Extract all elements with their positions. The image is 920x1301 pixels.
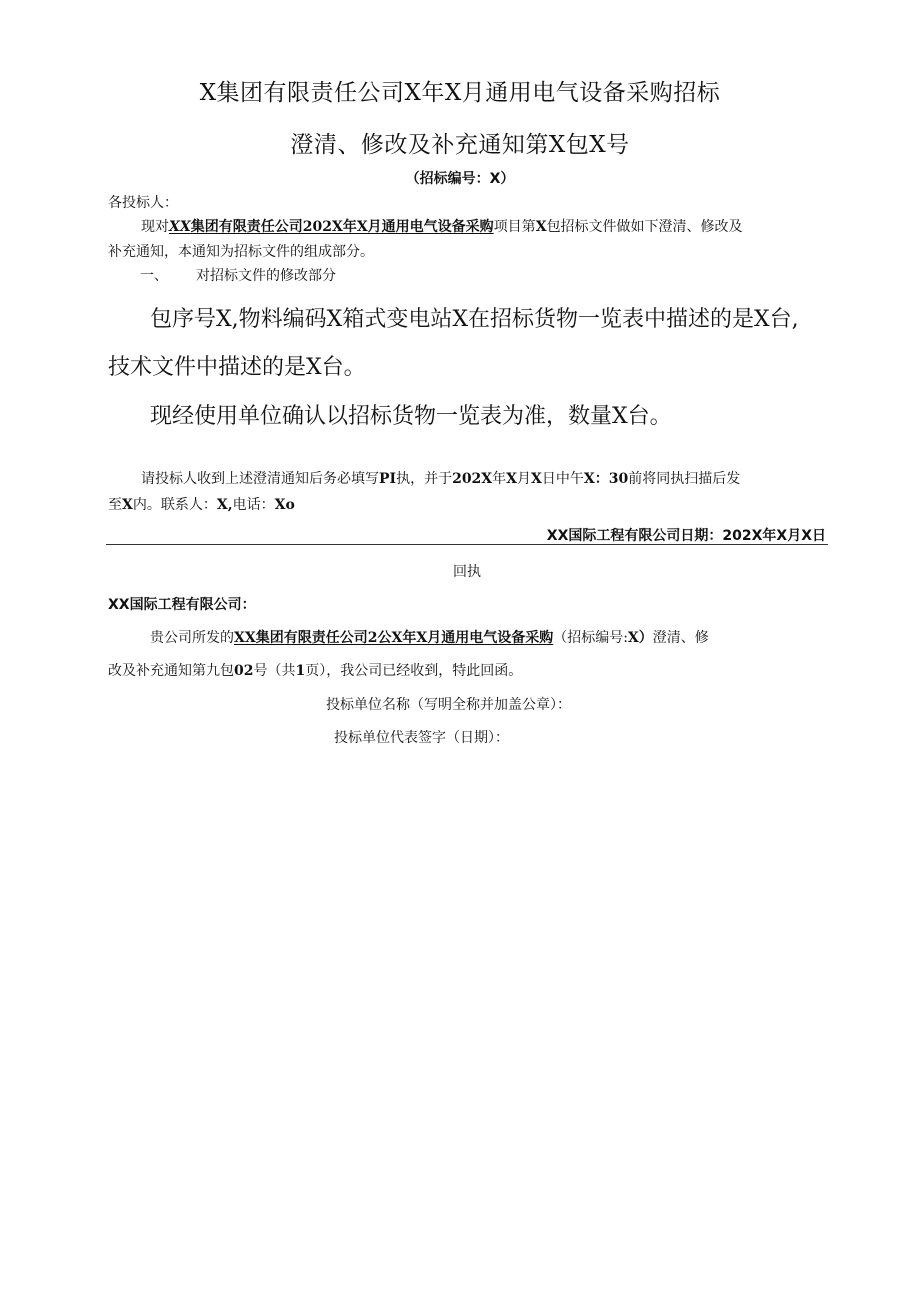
- reply2-text-phone-label: 电话：: [232, 497, 275, 513]
- reply2-text-c: 内。联系人：: [132, 497, 217, 513]
- reply-text-month-unit: 月: [517, 471, 532, 487]
- reply-instruction-line1: [141, 468, 740, 488]
- receipt-line1: [150, 627, 709, 647]
- intro-suffix: 包招标文件做如下澄清、修改及: [546, 219, 743, 235]
- intro-company: XX: [169, 219, 191, 235]
- bidder-signature-label: 投标单位代表签字（日期）：: [334, 730, 509, 746]
- contact-phone: Xo: [274, 497, 295, 513]
- receipt2-text-e: 页），我公司已经收到，特此回函。: [305, 663, 523, 679]
- reply-text-k: 前将同执扫描后发: [628, 471, 741, 487]
- reply-month: X: [506, 471, 518, 487]
- reply-text-pi: PI: [379, 471, 397, 487]
- document-title-line2: 澄清、修改及补充通知第X包X号: [290, 132, 630, 158]
- receipt2-page-count: 1: [295, 663, 306, 679]
- reply-year: 202X: [452, 471, 493, 487]
- receipt1-text-a: 贵公司所发的: [150, 630, 234, 646]
- bidder-name-label: 投标单位名称（写明全称并加盖公章）：: [326, 697, 571, 713]
- document-title-line1: X集团有限责任公司X年X月通用电气设备采购招标: [199, 80, 721, 106]
- reply-day: X: [531, 471, 542, 487]
- intro-package: X: [535, 219, 547, 235]
- receipt2-number: 02: [234, 663, 254, 679]
- divider-line: [106, 544, 828, 545]
- reply2-deadline: X: [122, 497, 133, 513]
- intro-line2: 补充通知，本通知为招标文件的组成部分。: [108, 244, 374, 260]
- salutation: 各投标人：: [108, 195, 178, 211]
- bid-number: （招标编号：X）: [405, 171, 515, 187]
- receipt2-text-c: 号（共: [253, 663, 296, 679]
- reply-instruction-line2: [108, 494, 295, 514]
- body-paragraph-line3: 现经使用单位确认以招标货物一览表为准，数量X台。: [150, 404, 672, 429]
- receipt-title: 回执: [453, 564, 481, 580]
- section1-number: 一、: [140, 268, 168, 284]
- reply-text-year-unit: 年: [492, 471, 507, 487]
- receipt2-text-a: 改及补充通知第九包: [108, 663, 234, 679]
- receipt1-text-c: （招标编号:: [553, 630, 628, 646]
- reply2-text-a: 至: [108, 497, 122, 513]
- receipt1-project: XX集团有限责任公司2公X年X月通用电气设备采购: [234, 630, 554, 646]
- body-paragraph-line2: 技术文件中描述的是X台。: [108, 355, 366, 380]
- body-paragraph-line1: 包序号X,物料编码X箱式变电站X在招标货物一览表中描述的是X台,: [150, 307, 799, 332]
- receipt1-bid-no: X）: [627, 630, 653, 646]
- intro-project: 集团有限责任公司202X年X月通用电气设备采购: [190, 219, 494, 235]
- intro-line1: [141, 216, 743, 236]
- reply-text-noon: 日中午: [541, 471, 584, 487]
- receipt1-text-e: 澄清、修: [652, 630, 709, 646]
- reply-text-a: 请投标人收到上述澄清通知后务必填写: [141, 471, 379, 487]
- contact-person: X,: [216, 497, 233, 513]
- intro-prefix: 现对: [141, 219, 169, 235]
- intro-mid: 项目第: [493, 219, 536, 235]
- reply-time: X：30: [583, 471, 629, 487]
- signoff-date: XX国际工程有限公司日期：202X年X月X日: [546, 528, 826, 544]
- receipt-addressee: XX国际工程有限公司：: [108, 597, 256, 613]
- receipt-line2: [108, 660, 522, 680]
- reply-text-c: 执，并于: [396, 471, 453, 487]
- section1-title: 对招标文件的修改部分: [196, 268, 336, 284]
